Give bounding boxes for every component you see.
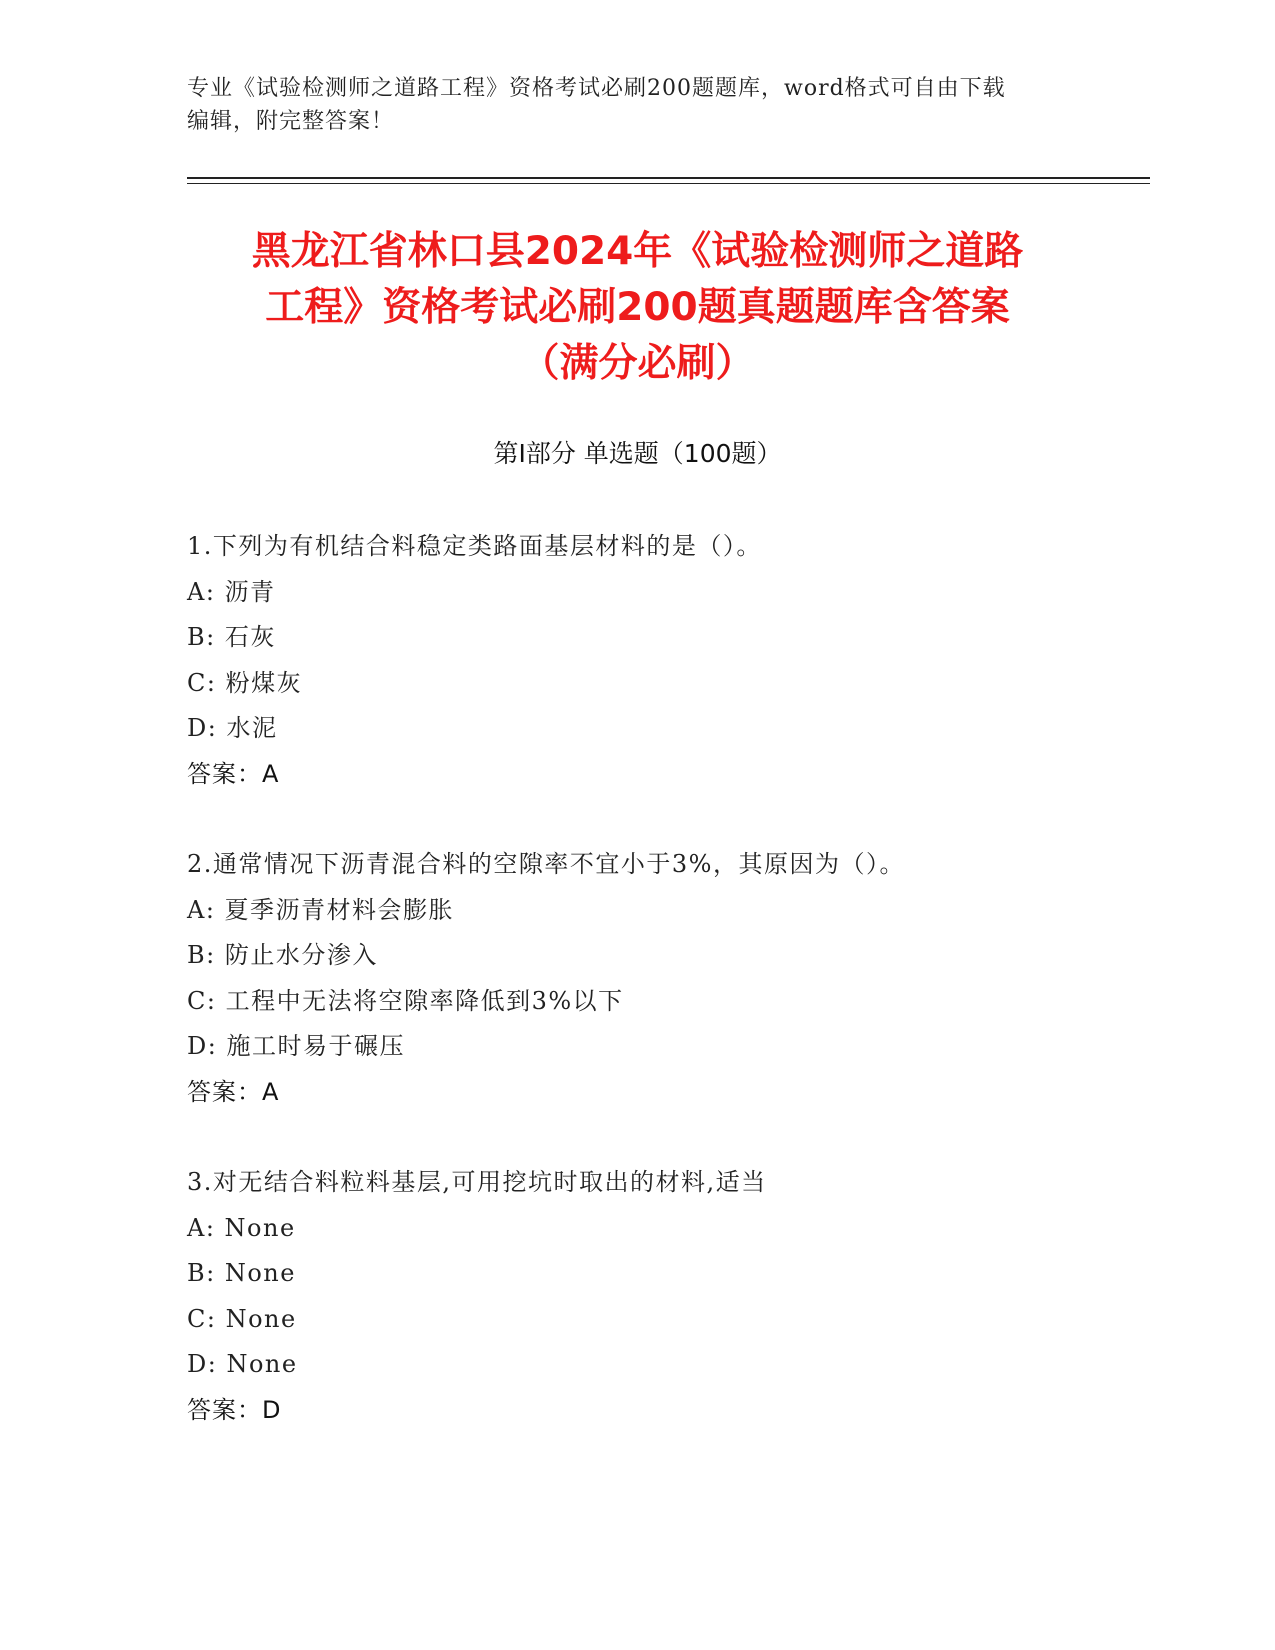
question-1 bbox=[187, 524, 1147, 797]
answer: 答案：A bbox=[187, 759, 280, 788]
option-b: B: 防止水分渗入 bbox=[187, 941, 378, 969]
option-a: A: 夏季沥青材料会膨胀 bbox=[187, 895, 455, 924]
question-stem: 2.通常情况下沥青混合料的空隙率不宜小于3%，其原因为（）。 bbox=[187, 850, 905, 878]
option-c: C: None bbox=[187, 1304, 297, 1333]
answer: 答案：A bbox=[187, 1077, 280, 1106]
header-divider-thick bbox=[187, 177, 1150, 179]
header-note-line-1: 专业《试验检测师之道路工程》资格考试必刷200题题库，word格式可自由下载 bbox=[187, 76, 1006, 101]
document-title-line-2: 工程》资格考试必刷200题真题题库含答案 bbox=[265, 285, 1010, 330]
question-stem: 1.下列为有机结合料稳定类路面基层材料的是（）。 bbox=[187, 532, 762, 560]
answer: 答案：D bbox=[187, 1395, 282, 1424]
header-note bbox=[187, 72, 1087, 138]
document-title bbox=[150, 224, 1125, 392]
option-d: D: 施工时易于碾压 bbox=[187, 1032, 405, 1060]
option-b: B: 石灰 bbox=[187, 623, 276, 651]
option-a: A: None bbox=[187, 1213, 296, 1242]
option-b: B: None bbox=[187, 1259, 296, 1287]
question-2 bbox=[187, 842, 1147, 1115]
header-divider-thin bbox=[187, 183, 1150, 184]
question-stem: 3.对无结合料粒料基层,可用挖坑时取出的材料,适当 bbox=[187, 1168, 767, 1196]
option-c: C: 工程中无法将空隙率降低到3%以下 bbox=[187, 986, 624, 1015]
header-note-line-2: 编辑，附完整答案！ bbox=[187, 109, 395, 134]
option-d: D: 水泥 bbox=[187, 714, 278, 742]
document-title-line-1: 黑龙江省林口县2024年《试验检测师之道路 bbox=[251, 229, 1024, 274]
option-c: C: 粉煤灰 bbox=[187, 668, 303, 697]
document-title-line-3: （满分必刷） bbox=[520, 341, 755, 386]
option-a: A: 沥青 bbox=[187, 577, 276, 606]
question-3 bbox=[187, 1160, 1147, 1433]
option-d: D: None bbox=[187, 1350, 298, 1378]
section-title: 第I部分 单选题（100题） bbox=[493, 439, 782, 468]
